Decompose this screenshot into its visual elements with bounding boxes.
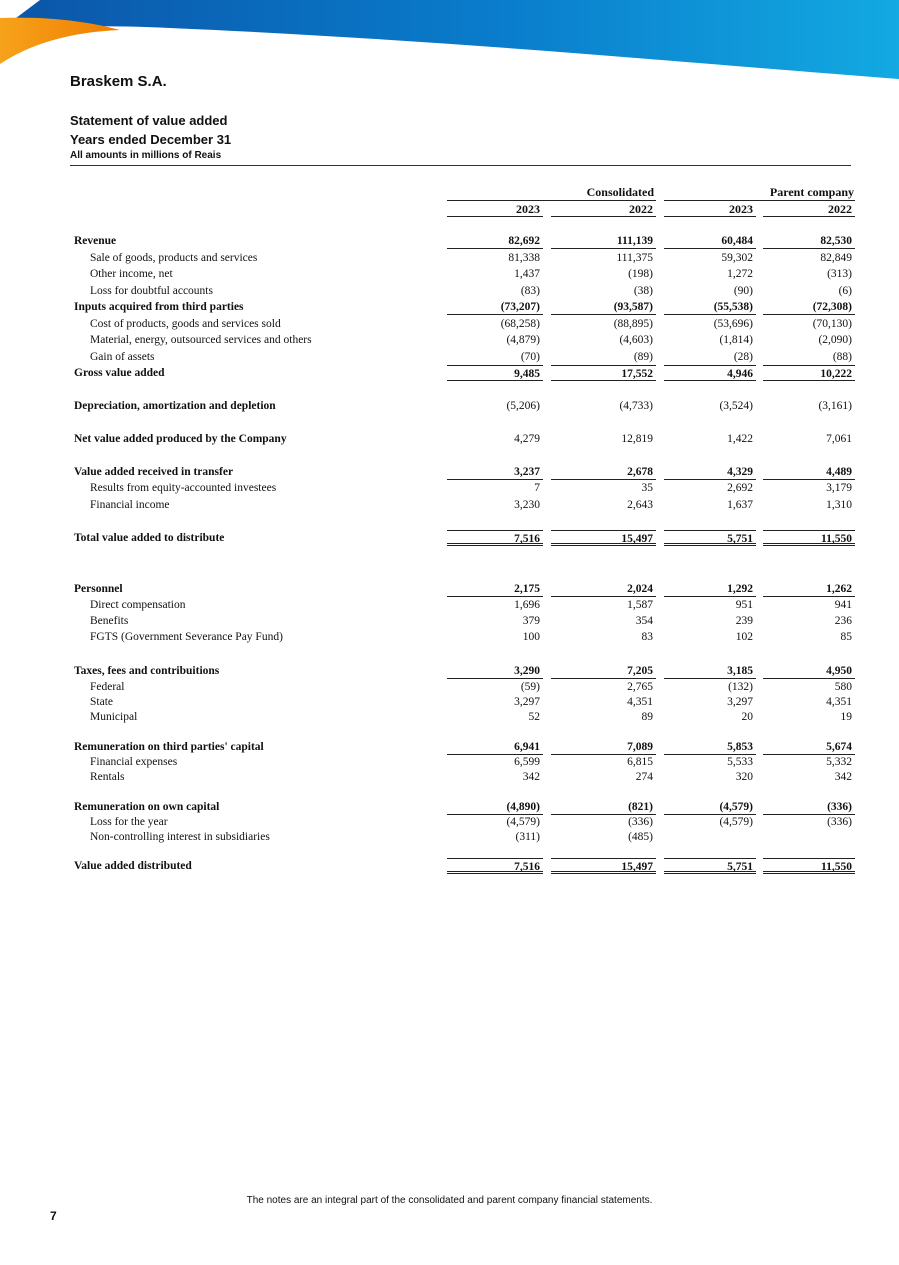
cell: (68,258)	[500, 318, 540, 330]
cell: 2,765	[627, 681, 653, 693]
cell: 5,751	[664, 530, 756, 546]
cell: 3,185	[664, 663, 756, 679]
row-state	[0, 694, 899, 710]
row-direct-compensation	[0, 597, 899, 613]
cell: (336)	[628, 816, 653, 828]
cell: 5,332	[826, 756, 852, 768]
cell: 580	[834, 681, 852, 693]
cell: (1,814)	[719, 334, 753, 346]
cell: 1,637	[727, 499, 753, 511]
cell: (313)	[827, 268, 852, 280]
cell: 82,692	[447, 233, 543, 249]
cell: 59,302	[721, 252, 753, 264]
cell: 111,375	[616, 252, 653, 264]
row-label: Municipal	[90, 711, 138, 723]
row-label: Cost of products, goods and services sold	[90, 318, 281, 330]
footnote: The notes are an integral part of the consolidated and parent company financial statements.	[246, 1195, 653, 1206]
cell: (70,130)	[812, 318, 852, 330]
row-material-energy	[0, 332, 899, 348]
row-label: State	[90, 696, 113, 708]
cell: (311)	[515, 831, 540, 843]
cell: 379	[522, 615, 540, 627]
row-remuneration-third-parties	[0, 739, 899, 755]
cell: (2,090)	[818, 334, 852, 346]
cell: 4,950	[763, 663, 855, 679]
cell: 239	[735, 615, 753, 627]
cell: 7,516	[447, 858, 543, 874]
row-label: Value added distributed	[74, 860, 192, 872]
cell: 4,351	[826, 696, 852, 708]
amounts-note: All amounts in millions of Reais	[70, 150, 222, 161]
cell: (3,161)	[818, 400, 852, 412]
cell: (83)	[520, 285, 540, 297]
cell: 12,819	[621, 433, 653, 445]
cell: 1,437	[514, 268, 540, 280]
row-personnel	[0, 581, 899, 597]
cell: 1,272	[727, 268, 753, 280]
cell: 102	[735, 631, 753, 643]
cell: 4,351	[627, 696, 653, 708]
year-underline	[447, 216, 543, 217]
row-net-value-added	[0, 431, 899, 447]
cell: 4,946	[664, 365, 756, 381]
row-inputs-acquired	[0, 299, 899, 315]
cell: 3,237	[447, 464, 543, 480]
cell: 236	[834, 615, 852, 627]
cell: 85	[840, 631, 852, 643]
cell: (6)	[838, 285, 852, 297]
cell: 6,599	[514, 756, 540, 768]
column-group-consolidated: Consolidated	[586, 185, 654, 199]
cell: (198)	[628, 268, 653, 280]
row-label: Inputs acquired from third parties	[74, 301, 244, 313]
cell: (821)	[551, 799, 656, 815]
column-group-parent-company: Parent company	[769, 185, 854, 199]
cell: 4,489	[763, 464, 855, 480]
year-underline	[763, 216, 855, 217]
cell: 2,175	[447, 581, 543, 597]
row-label: Rentals	[90, 771, 125, 783]
cell: 7,205	[551, 663, 656, 679]
cell: (4,579)	[719, 816, 753, 828]
cell: 2,692	[727, 482, 753, 494]
cell: (89)	[633, 351, 653, 363]
row-sale-of-goods	[0, 250, 899, 266]
cell: 83	[641, 631, 653, 643]
cell: 89	[641, 711, 653, 723]
row-other-income	[0, 266, 899, 282]
cell: 35	[641, 482, 653, 494]
row-label: Benefits	[90, 615, 129, 627]
cell: 60,484	[664, 233, 756, 249]
row-label: Results from equity-accounted investees	[90, 482, 277, 494]
cell: 1,587	[627, 599, 653, 611]
cell	[763, 829, 855, 845]
row-label: Material, energy, outsourced services and others	[90, 334, 312, 346]
header-divider	[70, 165, 851, 166]
cell: 17,552	[551, 365, 656, 381]
cell: (88)	[832, 351, 852, 363]
row-non-controlling-interest	[0, 829, 899, 845]
cell: 342	[834, 771, 852, 783]
row-financial-income	[0, 497, 899, 513]
cell: (336)	[763, 799, 855, 815]
cell: (336)	[827, 816, 852, 828]
cell: 10,222	[763, 365, 855, 381]
cell: 274	[635, 771, 653, 783]
cell: (4,733)	[619, 400, 653, 412]
cell: 5,751	[664, 858, 756, 874]
cell: 1,422	[727, 433, 753, 445]
cell: (90)	[733, 285, 753, 297]
row-cost-of-products	[0, 316, 899, 332]
year-header-parent-2023: 2023	[729, 202, 753, 216]
row-label: Federal	[90, 681, 125, 693]
year-header-consolidated-2023: 2023	[516, 202, 540, 216]
cell: (93,587)	[551, 299, 656, 315]
cell: 5,674	[763, 739, 855, 755]
row-label: Depreciation, amortization and depletion	[74, 400, 276, 412]
cell: 1,292	[664, 581, 756, 597]
cell: 354	[635, 615, 653, 627]
cell: 5,853	[664, 739, 756, 755]
cell: 7	[534, 482, 540, 494]
cell: 3,290	[447, 663, 543, 679]
cell: (73,207)	[447, 299, 543, 315]
cell: 15,497	[551, 530, 656, 546]
cell: 5,533	[727, 756, 753, 768]
cell: (4,890)	[447, 799, 543, 815]
cell	[664, 829, 756, 845]
row-label: Value added received in transfer	[74, 466, 234, 478]
cell: 15,497	[551, 858, 656, 874]
row-gross-value-added	[0, 365, 899, 381]
row-revenue	[0, 233, 899, 249]
row-label: Remuneration on third parties' capital	[74, 741, 264, 753]
cell: 2,024	[551, 581, 656, 597]
cell: 111,139	[551, 233, 656, 249]
row-gain-of-assets	[0, 349, 899, 365]
banner-blue-swoosh	[0, 0, 899, 79]
row-label: Direct compensation	[90, 599, 186, 611]
row-label: Non-controlling interest in subsidiaries	[90, 831, 270, 843]
cell: 2,643	[627, 499, 653, 511]
cell: (53,696)	[713, 318, 753, 330]
cell: 941	[834, 599, 852, 611]
row-total-value-added	[0, 530, 899, 546]
cell: (55,538)	[664, 299, 756, 315]
row-federal	[0, 679, 899, 695]
cell: 4,329	[664, 464, 756, 480]
cell: (59)	[520, 681, 540, 693]
row-taxes-fees	[0, 663, 899, 679]
statement-period: Years ended December 31	[70, 132, 232, 147]
cell: (3,524)	[719, 400, 753, 412]
cell: 82,849	[820, 252, 852, 264]
row-label: Taxes, fees and contribuitions	[74, 665, 220, 677]
year-underline	[664, 216, 756, 217]
row-label: Financial expenses	[90, 756, 178, 768]
group-underline-parent-company	[664, 200, 855, 201]
cell: 19	[840, 711, 852, 723]
cell: 100	[522, 631, 540, 643]
cell: 6,815	[627, 756, 653, 768]
cell: 342	[522, 771, 540, 783]
cell: 3,179	[826, 482, 852, 494]
cell: 1,696	[514, 599, 540, 611]
row-label: Net value added produced by the Company	[74, 433, 287, 445]
cell: 7,089	[551, 739, 656, 755]
cell: 320	[735, 771, 753, 783]
cell: 20	[741, 711, 753, 723]
row-label: Gain of assets	[90, 351, 155, 363]
row-value-added-distributed	[0, 858, 899, 874]
row-loss-doubtful-accounts	[0, 283, 899, 299]
row-equity-investees	[0, 480, 899, 496]
row-label: Revenue	[74, 235, 117, 247]
cell: 3,230	[514, 499, 540, 511]
row-label: Total value added to distribute	[74, 532, 225, 544]
row-label: Personnel	[74, 583, 123, 595]
cell: (4,579)	[664, 799, 756, 815]
statement-title: Statement of value added	[70, 113, 228, 128]
row-financial-expenses	[0, 754, 899, 770]
cell: 4,279	[514, 433, 540, 445]
row-depreciation	[0, 398, 899, 414]
page-number: 7	[50, 1209, 57, 1223]
row-rentals	[0, 769, 899, 785]
cell: (132)	[728, 681, 753, 693]
cell: 1,262	[763, 581, 855, 597]
cell: 81,338	[508, 252, 540, 264]
cell: 7,061	[826, 433, 852, 445]
row-label: Financial income	[90, 499, 170, 511]
row-fgts	[0, 629, 899, 645]
cell: 52	[528, 711, 540, 723]
cell: 11,550	[763, 530, 855, 546]
cell: 951	[735, 599, 753, 611]
cell: 7,516	[447, 530, 543, 546]
group-underline-consolidated	[447, 200, 656, 201]
cell: (4,879)	[506, 334, 540, 346]
year-header-parent-2022: 2022	[828, 202, 852, 216]
row-label: Sale of goods, products and services	[90, 252, 258, 264]
cell: (5,206)	[506, 400, 540, 412]
cell: (72,308)	[763, 299, 855, 315]
cell: (38)	[633, 285, 653, 297]
row-value-added-received	[0, 464, 899, 480]
company-name: Braskem S.A.	[70, 73, 167, 90]
cell: (4,603)	[619, 334, 653, 346]
row-label: FGTS (Government Severance Pay Fund)	[90, 631, 283, 643]
cell: 1,310	[826, 499, 852, 511]
cell: (28)	[733, 351, 753, 363]
row-label: Other income, net	[90, 268, 173, 280]
cell: (70)	[520, 351, 540, 363]
row-label: Remuneration on own capital	[74, 801, 220, 813]
cell: 82,530	[763, 233, 855, 249]
row-municipal	[0, 709, 899, 725]
cell: 11,550	[763, 858, 855, 874]
row-loss-for-year	[0, 814, 899, 830]
cell: 2,678	[551, 464, 656, 480]
row-remuneration-own-capital	[0, 799, 899, 815]
cell: 3,297	[514, 696, 540, 708]
year-header-consolidated-2022: 2022	[629, 202, 653, 216]
cell: 9,485	[447, 365, 543, 381]
year-underline	[551, 216, 656, 217]
cell: (4,579)	[506, 816, 540, 828]
row-benefits	[0, 613, 899, 629]
cell: 3,297	[727, 696, 753, 708]
cell: (485)	[628, 831, 653, 843]
row-label: Gross value added	[74, 367, 165, 379]
row-label: Loss for doubtful accounts	[90, 285, 213, 297]
cell: 6,941	[447, 739, 543, 755]
row-label: Loss for the year	[90, 816, 168, 828]
cell: (88,895)	[613, 318, 653, 330]
